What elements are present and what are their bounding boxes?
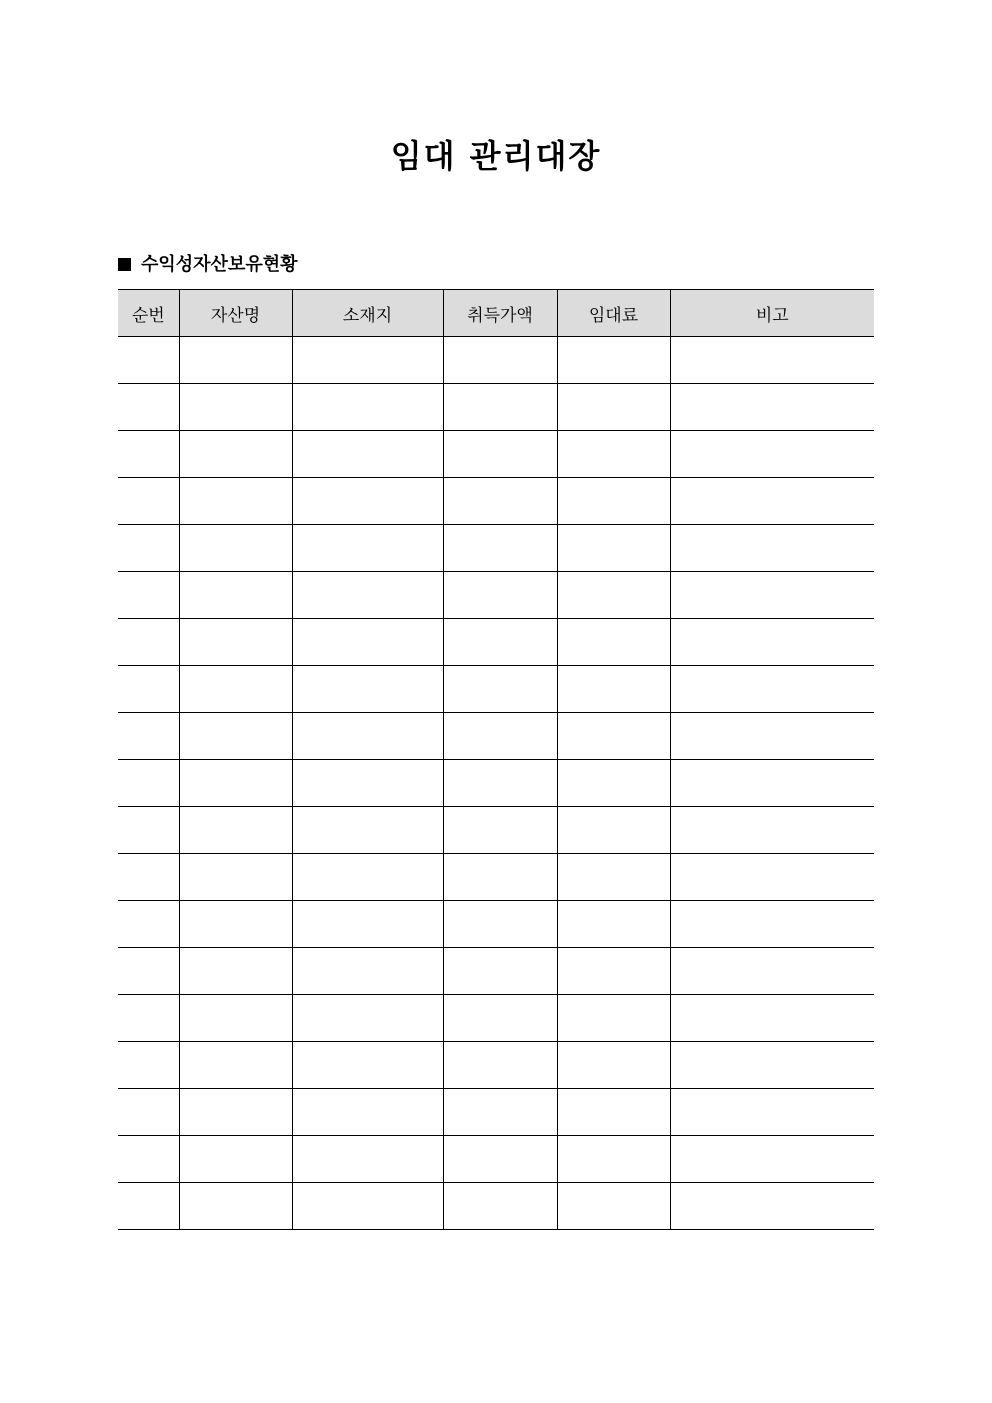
remarks-cell — [670, 1183, 874, 1230]
acquisition-cost-cell — [443, 854, 557, 901]
acquisition-cost-cell — [443, 431, 557, 478]
acquisition-cost-cell — [443, 948, 557, 995]
column-header-location: 소재지 — [292, 290, 443, 337]
asset-name-cell — [179, 713, 292, 760]
number-cell — [118, 1183, 179, 1230]
rent-cell — [557, 619, 670, 666]
square-bullet-icon — [118, 258, 131, 271]
acquisition-cost-cell — [443, 901, 557, 948]
rent-cell — [557, 431, 670, 478]
location-cell — [292, 431, 443, 478]
rent-cell — [557, 337, 670, 384]
asset-name-cell — [179, 1136, 292, 1183]
number-cell — [118, 619, 179, 666]
rent-cell — [557, 572, 670, 619]
rent-cell — [557, 1183, 670, 1230]
number-cell — [118, 384, 179, 431]
rent-cell — [557, 807, 670, 854]
location-cell — [292, 1136, 443, 1183]
remarks-cell — [670, 713, 874, 760]
table-row — [118, 666, 874, 713]
table-row — [118, 1089, 874, 1136]
number-cell — [118, 854, 179, 901]
location-cell — [292, 1089, 443, 1136]
column-header-remarks: 비고 — [670, 290, 874, 337]
rent-cell — [557, 666, 670, 713]
rent-cell — [557, 525, 670, 572]
remarks-cell — [670, 901, 874, 948]
asset-name-cell — [179, 572, 292, 619]
table-row — [118, 619, 874, 666]
asset-name-cell — [179, 995, 292, 1042]
asset-name-cell — [179, 1042, 292, 1089]
location-cell — [292, 572, 443, 619]
remarks-cell — [670, 760, 874, 807]
location-cell — [292, 760, 443, 807]
asset-name-cell — [179, 901, 292, 948]
column-header-acquisition-cost: 취득가액 — [443, 290, 557, 337]
remarks-cell — [670, 666, 874, 713]
remarks-cell — [670, 572, 874, 619]
number-cell — [118, 807, 179, 854]
rent-cell — [557, 1042, 670, 1089]
remarks-cell — [670, 995, 874, 1042]
remarks-cell — [670, 619, 874, 666]
rent-cell — [557, 713, 670, 760]
rent-cell — [557, 1089, 670, 1136]
acquisition-cost-cell — [443, 760, 557, 807]
number-cell — [118, 478, 179, 525]
location-cell — [292, 384, 443, 431]
number-cell — [118, 337, 179, 384]
remarks-cell — [670, 337, 874, 384]
remarks-cell — [670, 1042, 874, 1089]
acquisition-cost-cell — [443, 995, 557, 1042]
location-cell — [292, 478, 443, 525]
rent-cell — [557, 901, 670, 948]
section-heading-label: 수익성자산보유현황 — [141, 254, 298, 275]
asset-name-cell — [179, 948, 292, 995]
acquisition-cost-cell — [443, 1183, 557, 1230]
column-header-number: 순번 — [118, 290, 179, 337]
location-cell — [292, 619, 443, 666]
location-cell — [292, 1183, 443, 1230]
asset-name-cell — [179, 760, 292, 807]
remarks-cell — [670, 525, 874, 572]
asset-name-cell — [179, 666, 292, 713]
table-row — [118, 337, 874, 384]
rental-ledger-table — [118, 289, 874, 1230]
asset-name-cell — [179, 431, 292, 478]
number-cell — [118, 572, 179, 619]
location-cell — [292, 666, 443, 713]
table-body — [118, 337, 874, 1230]
number-cell — [118, 995, 179, 1042]
acquisition-cost-cell — [443, 478, 557, 525]
remarks-cell — [670, 948, 874, 995]
table-row — [118, 948, 874, 995]
remarks-cell — [670, 1136, 874, 1183]
location-cell — [292, 337, 443, 384]
table-row — [118, 1136, 874, 1183]
acquisition-cost-cell — [443, 525, 557, 572]
table-row — [118, 901, 874, 948]
acquisition-cost-cell — [443, 713, 557, 760]
number-cell — [118, 901, 179, 948]
acquisition-cost-cell — [443, 666, 557, 713]
location-cell — [292, 1042, 443, 1089]
remarks-cell — [670, 384, 874, 431]
asset-name-cell — [179, 384, 292, 431]
table-row — [118, 384, 874, 431]
location-cell — [292, 948, 443, 995]
number-cell — [118, 666, 179, 713]
asset-name-cell — [179, 619, 292, 666]
table-row — [118, 854, 874, 901]
table-row — [118, 525, 874, 572]
asset-name-cell — [179, 1089, 292, 1136]
acquisition-cost-cell — [443, 337, 557, 384]
number-cell — [118, 1136, 179, 1183]
number-cell — [118, 1089, 179, 1136]
column-header-asset-name: 자산명 — [179, 290, 292, 337]
table-row — [118, 1042, 874, 1089]
table-row — [118, 572, 874, 619]
location-cell — [292, 525, 443, 572]
number-cell — [118, 431, 179, 478]
rent-cell — [557, 1136, 670, 1183]
asset-name-cell — [179, 337, 292, 384]
acquisition-cost-cell — [443, 572, 557, 619]
page-title: 임대 관리대장 — [390, 137, 602, 175]
location-cell — [292, 807, 443, 854]
table-row — [118, 713, 874, 760]
table-row — [118, 478, 874, 525]
acquisition-cost-cell — [443, 1089, 557, 1136]
acquisition-cost-cell — [443, 619, 557, 666]
remarks-cell — [670, 478, 874, 525]
asset-name-cell — [179, 525, 292, 572]
rent-cell — [557, 995, 670, 1042]
table-row — [118, 431, 874, 478]
acquisition-cost-cell — [443, 384, 557, 431]
rent-cell — [557, 760, 670, 807]
rent-cell — [557, 854, 670, 901]
remarks-cell — [670, 431, 874, 478]
rent-cell — [557, 478, 670, 525]
location-cell — [292, 713, 443, 760]
location-cell — [292, 995, 443, 1042]
table-header-row — [118, 290, 874, 337]
remarks-cell — [670, 807, 874, 854]
rent-cell — [557, 384, 670, 431]
section-heading — [118, 252, 298, 278]
column-header-rent: 임대료 — [557, 290, 670, 337]
table-row — [118, 807, 874, 854]
asset-name-cell — [179, 807, 292, 854]
asset-name-cell — [179, 478, 292, 525]
number-cell — [118, 760, 179, 807]
number-cell — [118, 525, 179, 572]
table-row — [118, 760, 874, 807]
table-row — [118, 1183, 874, 1230]
number-cell — [118, 1042, 179, 1089]
rent-cell — [557, 948, 670, 995]
asset-name-cell — [179, 854, 292, 901]
acquisition-cost-cell — [443, 807, 557, 854]
acquisition-cost-cell — [443, 1042, 557, 1089]
remarks-cell — [670, 1089, 874, 1136]
number-cell — [118, 948, 179, 995]
number-cell — [118, 713, 179, 760]
asset-name-cell — [179, 1183, 292, 1230]
remarks-cell — [670, 854, 874, 901]
table-row — [118, 995, 874, 1042]
acquisition-cost-cell — [443, 1136, 557, 1183]
location-cell — [292, 901, 443, 948]
location-cell — [292, 854, 443, 901]
